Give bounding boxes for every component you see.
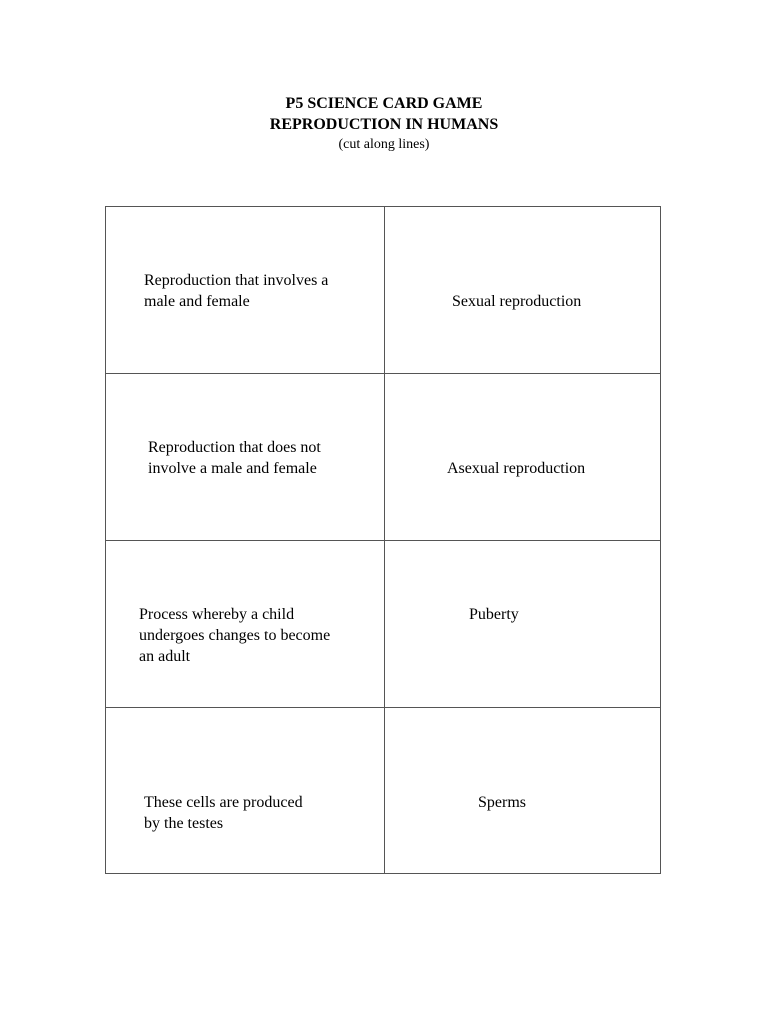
page-subtitle: REPRODUCTION IN HUMANS [269,116,499,133]
question-line: Process whereby a child [139,606,295,623]
answer-card-1: Sexual reproduction [452,293,582,310]
question-card-4 [144,792,303,834]
answer-card-3: Puberty [469,606,519,623]
question-line: undergoes changes to become [139,627,331,644]
question-card-2 [148,437,321,479]
cut-line-horizontal [106,540,660,541]
card-grid [105,206,661,874]
question-line: male and female [144,293,250,310]
answer-card-2: Asexual reproduction [447,460,586,477]
cut-instruction: (cut along lines) [338,137,430,152]
cut-line-horizontal [106,707,660,708]
question-line: Reproduction that involves a [144,272,329,289]
question-line: These cells are produced [144,794,303,811]
question-card-3 [139,604,330,667]
answer-card-4: Sperms [478,794,526,811]
question-line: involve a male and female [148,460,317,477]
page-title: P5 SCIENCE CARD GAME [285,95,483,112]
question-line: Reproduction that does not [148,439,321,456]
question-line: an adult [139,648,191,665]
question-card-1 [144,270,328,312]
question-line: by the testes [144,815,224,832]
cut-line-horizontal [106,373,660,374]
